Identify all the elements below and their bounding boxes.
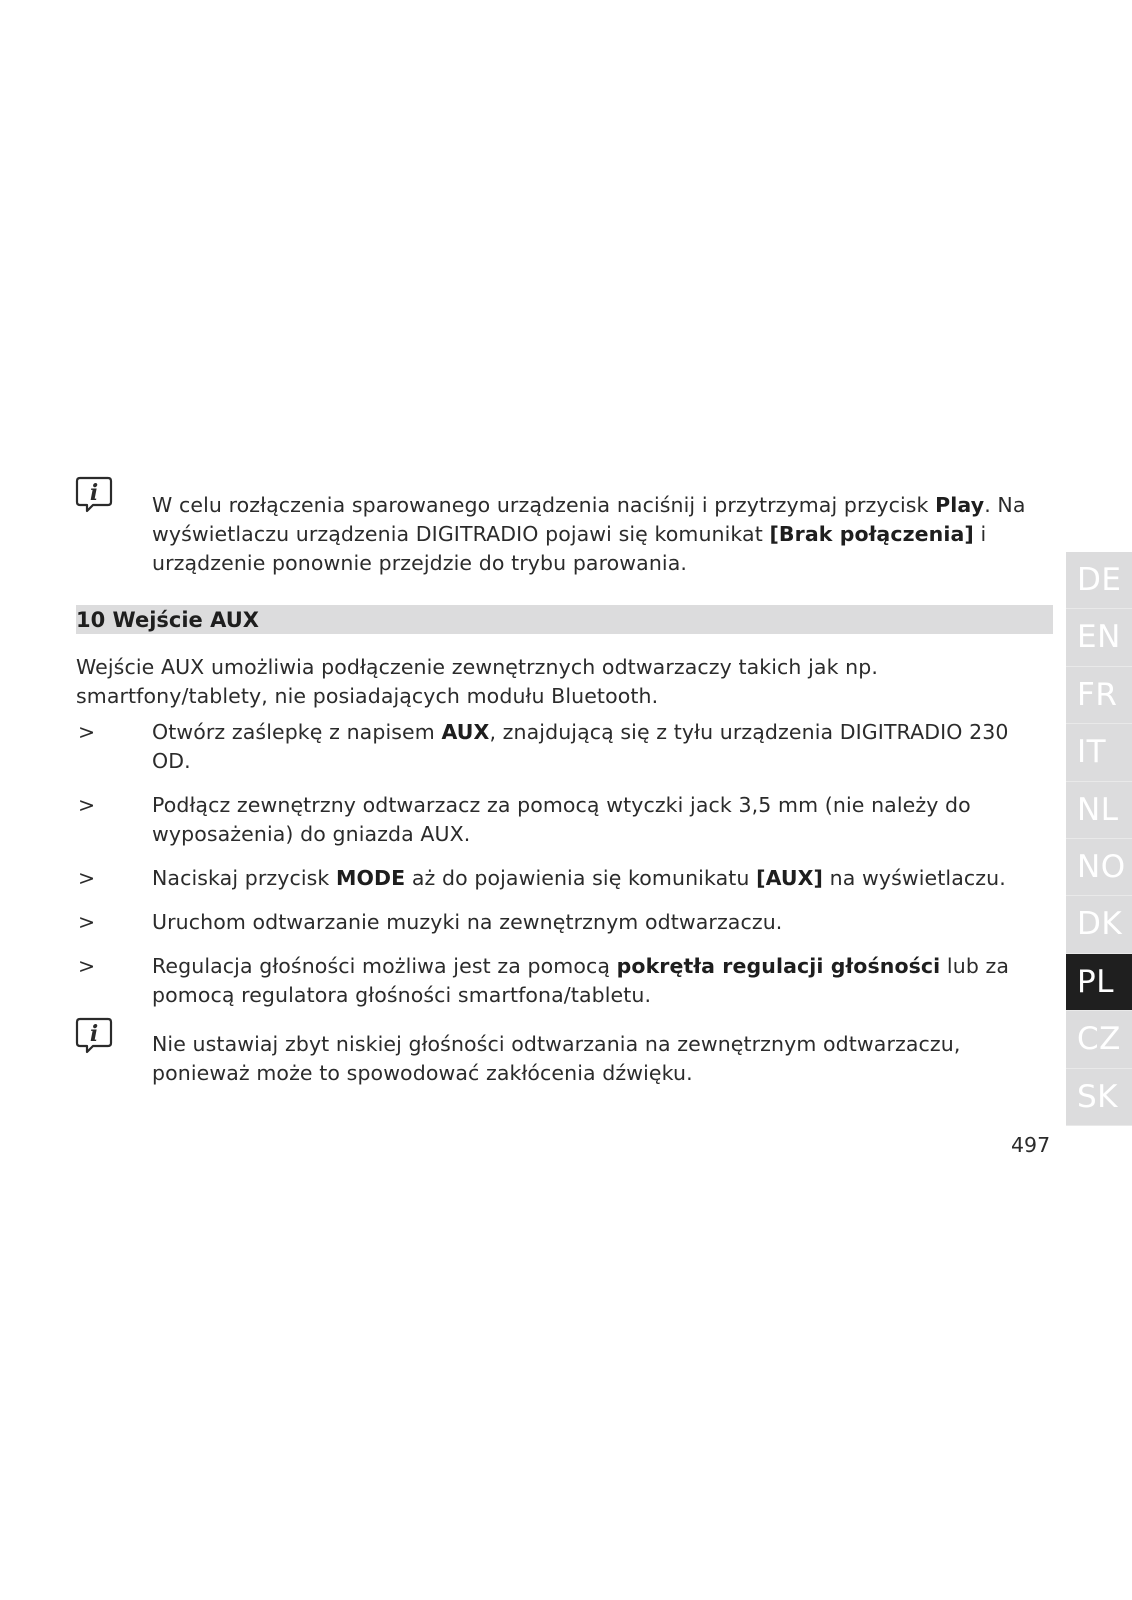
note-text: . Na wyświetlaczu urządzenia DIGITRADIO pojawi się komunikat	[152, 493, 1026, 546]
step-text: na wyświetlaczu.	[823, 866, 1006, 890]
step-emphasis: pokrętła regulacji głośności	[616, 954, 941, 978]
step-marker: >	[78, 720, 96, 744]
language-tab-sk[interactable]: SK	[1066, 1069, 1132, 1126]
step-text: Podłącz zewnętrzny odtwarzacz za pomocą wtyczki jack 3,5 mm (nie należy do wyposażenia) do gniazda AUX.	[152, 793, 971, 846]
info-note-disconnect	[152, 491, 1052, 578]
info-icon	[75, 1016, 113, 1054]
step-text: Regulacja głośności możliwa jest za pomocą	[152, 954, 617, 978]
note-text: Nie ustawiaj zbyt niskiej głośności odtwarzania na zewnętrznym odtwarzaczu, ponieważ może to spowodować zakłócenia dźwięku.	[152, 1032, 961, 1085]
step-marker: >	[78, 793, 96, 817]
language-tab-en[interactable]: EN	[1066, 609, 1132, 666]
step-text: , znajdującą się z tyłu urządzenia DIGITRADIO 230 OD.	[152, 720, 1009, 773]
step-1	[152, 718, 1052, 776]
svg-text:i: i	[89, 1021, 99, 1047]
language-tab-dk[interactable]: DK	[1066, 896, 1132, 953]
language-tab-it[interactable]: IT	[1066, 724, 1132, 781]
step-emphasis: MODE	[336, 866, 406, 890]
step-text: lub za pomocą regulatora głośności smartfona/tabletu.	[152, 954, 1010, 1007]
language-tab-cz[interactable]: CZ	[1066, 1011, 1132, 1068]
step-emphasis: AUX	[441, 720, 490, 744]
step-text: aż do pojawienia się komunikatu	[405, 866, 757, 890]
step-4	[152, 908, 1052, 937]
step-5	[152, 952, 1052, 1010]
section-heading: 10 Wejście AUX	[76, 608, 259, 632]
info-note-volume	[152, 1030, 1052, 1088]
language-tab-pl[interactable]: PL	[1066, 954, 1132, 1011]
page-number: 497	[1011, 1133, 1051, 1157]
step-emphasis: [AUX]	[756, 866, 824, 890]
info-icon	[75, 475, 113, 513]
step-marker: >	[78, 954, 96, 978]
note-text: i urządzenie ponownie przejdzie do trybu parowania.	[152, 522, 987, 575]
step-text: Uruchom odtwarzanie muzyki na zewnętrznym odtwarzaczu.	[152, 910, 783, 934]
step-marker: >	[78, 866, 96, 890]
language-tab-nl[interactable]: NL	[1066, 782, 1132, 839]
language-tab-fr[interactable]: FR	[1066, 667, 1132, 724]
note-text: W celu rozłączenia sparowanego urządzenia naciśnij i przytrzymaj przycisk	[152, 493, 936, 517]
language-tabs	[1066, 552, 1132, 1126]
step-3	[152, 864, 1052, 893]
note-emphasis: Play	[935, 493, 985, 517]
step-2	[152, 791, 1052, 849]
language-tab-de[interactable]: DE	[1066, 552, 1132, 609]
note-emphasis: [Brak połączenia]	[769, 522, 974, 546]
language-tab-no[interactable]: NO	[1066, 839, 1132, 896]
step-marker: >	[78, 910, 96, 934]
section-intro: Wejście AUX umożliwia podłączenie zewnętrznych odtwarzaczy takich jak np. smartfony/tablety, nie posiadających modułu Bluetooth.	[76, 655, 878, 708]
svg-text:i: i	[89, 480, 99, 506]
step-text: Naciskaj przycisk	[152, 866, 336, 890]
step-text: Otwórz zaślepkę z napisem	[152, 720, 442, 744]
section-heading-bar	[76, 605, 1053, 634]
